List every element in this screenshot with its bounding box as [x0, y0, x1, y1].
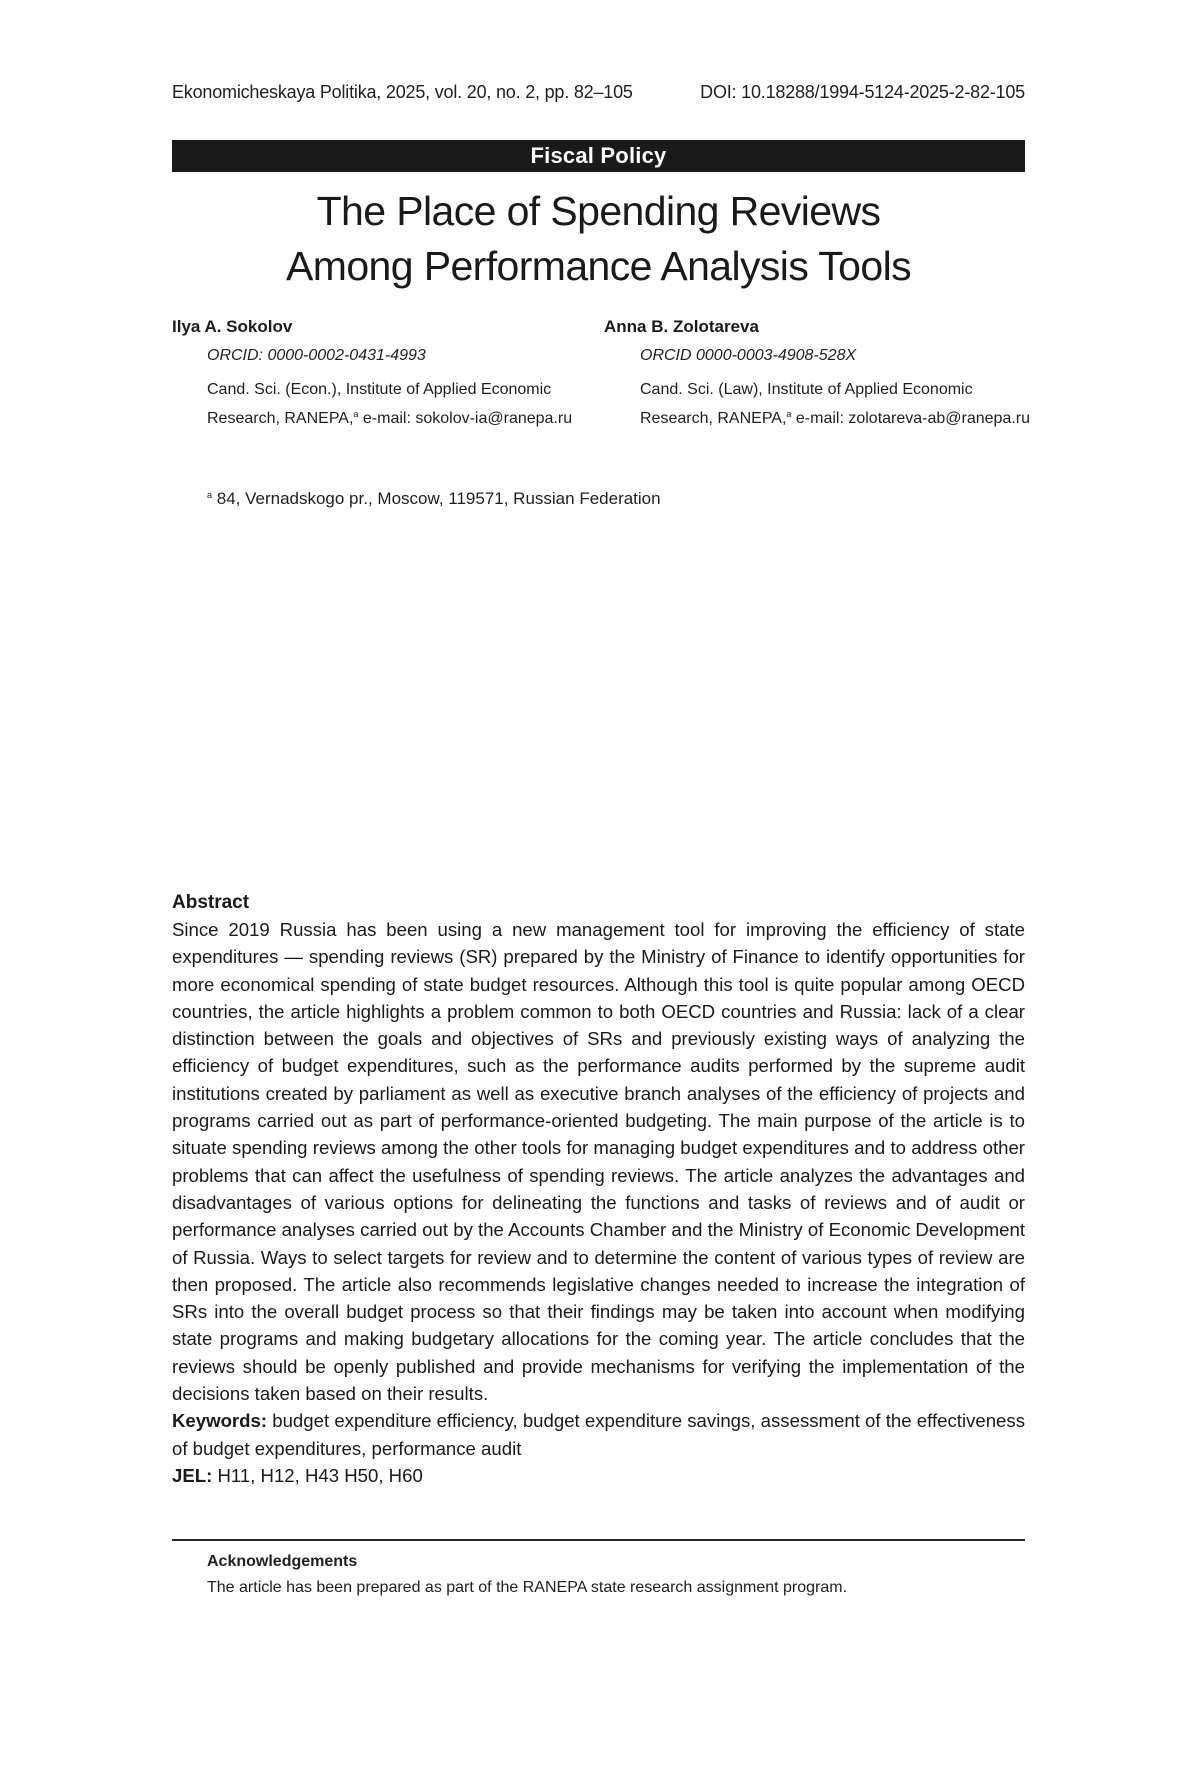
doi-reference: DOI: 10.18288/1994-5124-2025-2-82-105 [700, 82, 1025, 103]
affiliation-marker: a [786, 409, 791, 419]
affiliation-line: Cand. Sci. (Econ.), Institute of Applied Economic [207, 378, 572, 402]
abstract-section [172, 889, 1025, 1489]
author-email: e-mail: sokolov-ia@ranepa.ru [358, 410, 572, 427]
jel-label: JEL: [172, 1465, 212, 1486]
affiliation-line [640, 402, 1030, 431]
jel-text: H11, H12, H43 H50, H60 [212, 1465, 423, 1486]
author-name: Ilya A. Sokolov [172, 317, 292, 337]
affiliation-text: Research, RANEPA, [207, 410, 353, 427]
author-orcid: ORCID 0000-0003-4908-528X [640, 347, 856, 365]
author-affiliation [207, 378, 572, 431]
acknowledgements-divider [172, 1539, 1025, 1541]
article-title-line-2: Among Performance Analysis Tools [172, 239, 1025, 294]
abstract-body: Since 2019 Russia has been using a new management tool for improving the efficiency of state expenditures — spending reviews (SR) prepared by the Ministry of Finance to identify opportunities for more economical spending of state budget resources. Although this tool is quite popular among OECD countries, the article highlights a problem common to both OECD countries and Russia: lack of a clear distinction between the goals and objectives of SRs and previously existing ways of analyzing the efficiency of budget expenditures, such as the performance audits performed by the supreme audit institutions created by parliament as well as executive branch analyses of the efficiency of projects and programs carried out as part of performance-oriented budgeting. The main purpose of the article is to situate spending reviews among the other tools for managing budget expenditures and to address other problems that can affect the usefulness of spending reviews. The article analyzes the advantages and disadvantages of various options for delineating the functions and tasks of reviews and of audit or performance analyses carried out by the Accounts Chamber and the Ministry of Economic Development of Russia. Ways to select targets for review and to determine the content of various types of review are then proposed. The article also recommends legislative changes needed to increase the integration of SRs into the overall budget process so that their findings may be taken into account when modifying state programs and making budgetary allocations for the coming year. The article concludes that the reviews should be openly published and provide mechanisms for verifying the implementation of the decisions taken based on their results. [172, 916, 1025, 1407]
keywords [172, 1407, 1025, 1462]
article-title [172, 184, 1025, 294]
acknowledgements-text: The article has been prepared as part of the RANEPA state research assignment program. [207, 1575, 1007, 1601]
keywords-text: budget expenditure efficiency, budget expenditure savings, assessment of the effectiveness of budget expenditures, performance audit [172, 1410, 1025, 1458]
journal-citation: Ekonomicheskaya Politika, 2025, vol. 20, no. 2, pp. 82–105 [172, 82, 633, 103]
affiliation-line [207, 402, 572, 431]
institution-address [207, 489, 661, 509]
affiliation-marker: a [353, 409, 358, 419]
affiliation-line: Cand. Sci. (Law), Institute of Applied Economic [640, 378, 1030, 402]
acknowledgements-heading: Acknowledgements [207, 1549, 1007, 1575]
abstract-heading: Abstract [172, 889, 1025, 916]
affiliation-text: Research, RANEPA, [640, 410, 786, 427]
author-affiliation [640, 378, 1030, 431]
jel-codes [172, 1462, 1025, 1489]
author-email: e-mail: zolotareva-ab@ranepa.ru [791, 410, 1030, 427]
address-text: 84, Vernadskogo pr., Moscow, 119571, Russian Federation [212, 489, 661, 508]
keywords-label: Keywords: [172, 1410, 267, 1431]
author-name: Anna B. Zolotareva [604, 317, 759, 337]
address-marker: a [207, 490, 212, 500]
article-title-line-1: The Place of Spending Reviews [172, 184, 1025, 239]
author-orcid: ORCID: 0000-0002-0431-4993 [207, 347, 426, 365]
section-label-bar: Fiscal Policy [172, 140, 1025, 172]
acknowledgements-section [207, 1549, 1007, 1601]
